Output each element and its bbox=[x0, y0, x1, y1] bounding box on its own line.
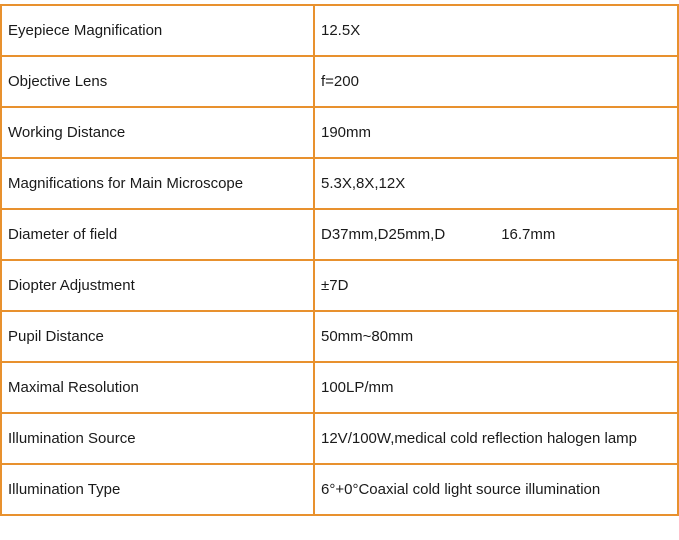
spec-table bbox=[0, 4, 679, 516]
table-row bbox=[1, 209, 678, 260]
spec-label: Illumination Source bbox=[1, 413, 314, 464]
spec-value: 12V/100W,medical cold reflection halogen lamp bbox=[314, 413, 678, 464]
spec-value: 190mm bbox=[314, 107, 678, 158]
spec-value-cell bbox=[314, 209, 678, 260]
spec-label: Pupil Distance bbox=[1, 311, 314, 362]
spec-value: 50mm~80mm bbox=[314, 311, 678, 362]
table-row bbox=[1, 260, 678, 311]
spec-value: 6°+0°Coaxial cold light source illumination bbox=[314, 464, 678, 515]
spec-value: D37mm,D25mm,D bbox=[321, 226, 446, 243]
spec-label: Working Distance bbox=[1, 107, 314, 158]
spec-label: Magnifications for Main Microscope bbox=[1, 158, 314, 209]
table-row bbox=[1, 362, 678, 413]
spec-label: Diopter Adjustment bbox=[1, 260, 314, 311]
spec-value: 5.3X,8X,12X bbox=[314, 158, 678, 209]
spec-value: ±7D bbox=[314, 260, 678, 311]
spec-label: Objective Lens bbox=[1, 56, 314, 107]
spec-value: f=200 bbox=[314, 56, 678, 107]
table-row bbox=[1, 56, 678, 107]
table-row bbox=[1, 158, 678, 209]
table-row bbox=[1, 464, 678, 515]
spec-label: Eyepiece Magnification bbox=[1, 5, 314, 56]
table-row bbox=[1, 413, 678, 464]
spec-label: Maximal Resolution bbox=[1, 362, 314, 413]
spec-label: Diameter of field bbox=[1, 209, 314, 260]
spec-label: Illumination Type bbox=[1, 464, 314, 515]
table-row bbox=[1, 107, 678, 158]
table-row bbox=[1, 311, 678, 362]
table-row bbox=[1, 5, 678, 56]
spec-value-suffix: 16.7mm bbox=[501, 226, 556, 243]
spec-value: 100LP/mm bbox=[314, 362, 678, 413]
spec-value: 12.5X bbox=[314, 5, 678, 56]
